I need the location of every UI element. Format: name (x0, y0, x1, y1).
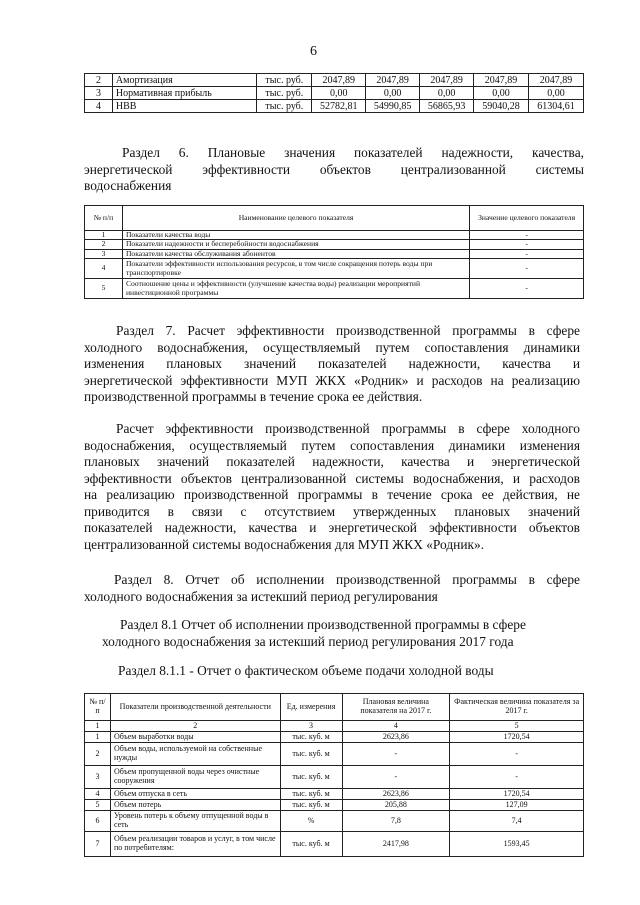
col-header-n: № п/п (85, 694, 111, 721)
section-8-1-heading: Раздел 8.1 Отчет об исполнении производственной программы в сфере холодного водоснабжения за истекший период регулирования 2017 года (102, 617, 526, 649)
row-number: 5 (85, 279, 123, 299)
row-name: Амортизация (112, 74, 257, 87)
row-fact: 1593,45 (450, 832, 584, 857)
col-header-unit: Ед. измерения (280, 694, 342, 721)
row-value: 0,00 (312, 87, 366, 100)
row-name: Нормативная прибыль (112, 87, 257, 100)
row-name: Показатели качества воды (122, 231, 469, 240)
table-row (85, 766, 584, 789)
table-row (85, 100, 584, 113)
table-row (85, 259, 584, 279)
col-header-fact: Фактическая величина показателя за 2017 г. (450, 694, 584, 721)
row-value: 2047,89 (366, 74, 420, 87)
row-number: 4 (85, 259, 123, 279)
section-8-1-1-heading: Раздел 8.1.1 - Отчет о фактическом объеме подачи холодной воды (118, 663, 494, 678)
row-unit: тыс. куб. м (280, 789, 342, 800)
text-line: Расчет эффективности производственной программы в сфере холодного (116, 421, 580, 436)
text-line: показателей надежности, качества и энергетической эффективности объектов (84, 520, 580, 535)
row-number: 3 (85, 249, 123, 258)
col-number: 4 (342, 721, 450, 732)
col-number: 3 (280, 721, 342, 732)
row-name: Показатели эффективности использования ресурсов, в том числе сокращения потерь воды при транспортировке (122, 259, 469, 279)
row-fact: 127,09 (450, 800, 584, 811)
text-line: холодного водоснабжения, осуществляемый путем сопоставления динамики (84, 339, 580, 355)
text-line: плановых значений показателей надежности, качества и энергетической (84, 454, 580, 469)
table-row (85, 87, 584, 100)
text-line: водоснабжения, осуществляемый путем сопоставления динамики изменения (84, 437, 580, 453)
row-name: Объем потерь (110, 800, 280, 811)
section-8-heading: Раздел 8. Отчет об исполнении производственной программы в сфере холодного водоснабжения за истекший период регулирования (84, 572, 580, 604)
col-number: 1 (85, 721, 111, 732)
row-name: Объем воды, используемой на собственные нужды (110, 743, 280, 766)
section-6-heading: Раздел 6. Плановые значения показателей надежности, качества, энергетической эффективности объектов централизованной системы водоснабжения (84, 145, 584, 193)
row-name: НВВ (112, 100, 257, 113)
row-unit: тыс. куб. м (280, 732, 342, 743)
row-name: Объем реализации товаров и услуг, в том числе по потребителям: (110, 832, 280, 857)
row-name: Объем отпуска в сеть (110, 789, 280, 800)
row-value: - (470, 249, 584, 258)
row-plan: 2417,98 (342, 832, 450, 857)
row-value: 54990,85 (366, 100, 420, 113)
table-row (85, 743, 584, 766)
row-value: 0,00 (366, 87, 420, 100)
page-number: 6 (310, 44, 317, 59)
row-value: - (470, 231, 584, 240)
row-unit: тыс. куб. м (280, 766, 342, 789)
row-fact: 1720,54 (450, 789, 584, 800)
row-fact: - (450, 743, 584, 766)
col-header-value: Значение целевого показателя (470, 206, 584, 231)
row-value: 0,00 (474, 87, 529, 100)
row-value: 2047,89 (474, 74, 529, 87)
row-value: 2047,89 (420, 74, 474, 87)
table-row (85, 74, 584, 87)
row-plan: - (342, 743, 450, 766)
row-value: 52782,81 (312, 100, 366, 113)
text-line: Раздел 7. Расчет эффективности производственной программы в сфере (116, 323, 580, 338)
row-number: 2 (85, 743, 111, 766)
row-plan: 7,8 (342, 811, 450, 832)
row-unit: % (280, 811, 342, 832)
row-name: Показатели надежности и бесперебойности водоснабжения (122, 240, 469, 249)
text-line: эффективности объектов централизованной системы водоснабжения, и расходов (84, 470, 580, 486)
row-value: 2047,89 (529, 74, 584, 87)
row-value: - (470, 259, 584, 279)
water-supply-report-table (84, 693, 584, 857)
table-row (85, 240, 584, 249)
row-unit: тыс. руб. (257, 100, 312, 113)
table-row (85, 789, 584, 800)
table-row (85, 249, 584, 258)
row-fact: 7,4 (450, 811, 584, 832)
col-number: 2 (110, 721, 280, 732)
row-name: Объем выработки воды (110, 732, 280, 743)
row-name: Уровень потерь к объему отпущенной воды в сеть (110, 811, 280, 832)
row-unit: тыс. руб. (257, 87, 312, 100)
row-number: 3 (85, 87, 113, 100)
table-row (85, 832, 584, 857)
text-line: на реализацию производственной программы в течение срока ее действия, не (84, 487, 580, 502)
row-value: 0,00 (529, 87, 584, 100)
row-name: Показатели качества обслуживания абонентов (122, 249, 469, 258)
section-7-text (84, 323, 580, 406)
row-number: 6 (85, 811, 111, 832)
row-plan: 2623,86 (342, 732, 450, 743)
row-plan: - (342, 766, 450, 789)
top-table (84, 73, 584, 113)
table-row (85, 811, 584, 832)
row-name: Соотношение цены и эффективности (улучшение качества воды) реализации мероприятий инвестиционной программы (122, 279, 469, 299)
text-line: изменения плановых значений показателей надежности, качества и (84, 356, 580, 371)
text-line: производственной программы в течение срока ее действия. (84, 389, 423, 404)
row-unit: тыс. куб. м (280, 832, 342, 857)
table-row (85, 279, 584, 299)
row-value: 61304,61 (529, 100, 584, 113)
table-row (85, 800, 584, 811)
row-value: - (470, 279, 584, 299)
row-name: Объем пропущенной воды через очистные сооружения (110, 766, 280, 789)
row-number: 4 (85, 100, 113, 113)
row-value: 59040,28 (474, 100, 529, 113)
text-line: приводится в связи с отсутствием утвержденных плановых значений (84, 503, 580, 519)
row-unit: тыс. куб. м (280, 743, 342, 766)
row-unit: тыс. руб. (257, 74, 312, 87)
row-number: 1 (85, 231, 123, 240)
row-value: 0,00 (420, 87, 474, 100)
row-number: 2 (85, 240, 123, 249)
col-header-plan: Плановая величина показателя на 2017 г. (342, 694, 450, 721)
row-number: 2 (85, 74, 113, 87)
row-value: 56865,93 (420, 100, 474, 113)
text-line: энергетической эффективности МУП ЖКХ «Родник» и расходов на реализацию (84, 372, 580, 388)
row-number: 1 (85, 732, 111, 743)
row-fact: - (450, 766, 584, 789)
row-value: 2047,89 (312, 74, 366, 87)
row-fact: 1720,54 (450, 732, 584, 743)
row-number: 4 (85, 789, 111, 800)
row-number: 3 (85, 766, 111, 789)
target-indicators-table (84, 205, 584, 299)
row-unit: тыс. куб. м (280, 800, 342, 811)
col-header-n: № п/п (85, 206, 123, 231)
col-number: 5 (450, 721, 584, 732)
row-plan: 2623,86 (342, 789, 450, 800)
col-header-indicator: Показатели производственной деятельности (110, 694, 280, 721)
col-header-name: Наименование целевого показателя (122, 206, 469, 231)
row-number: 7 (85, 832, 111, 857)
row-plan: 205,88 (342, 800, 450, 811)
text-line: централизованной системы водоснабжения для МУП ЖКХ «Родник». (84, 536, 485, 552)
row-value: - (470, 240, 584, 249)
table-row (85, 732, 584, 743)
efficiency-paragraph (84, 421, 580, 553)
row-number: 5 (85, 800, 111, 811)
